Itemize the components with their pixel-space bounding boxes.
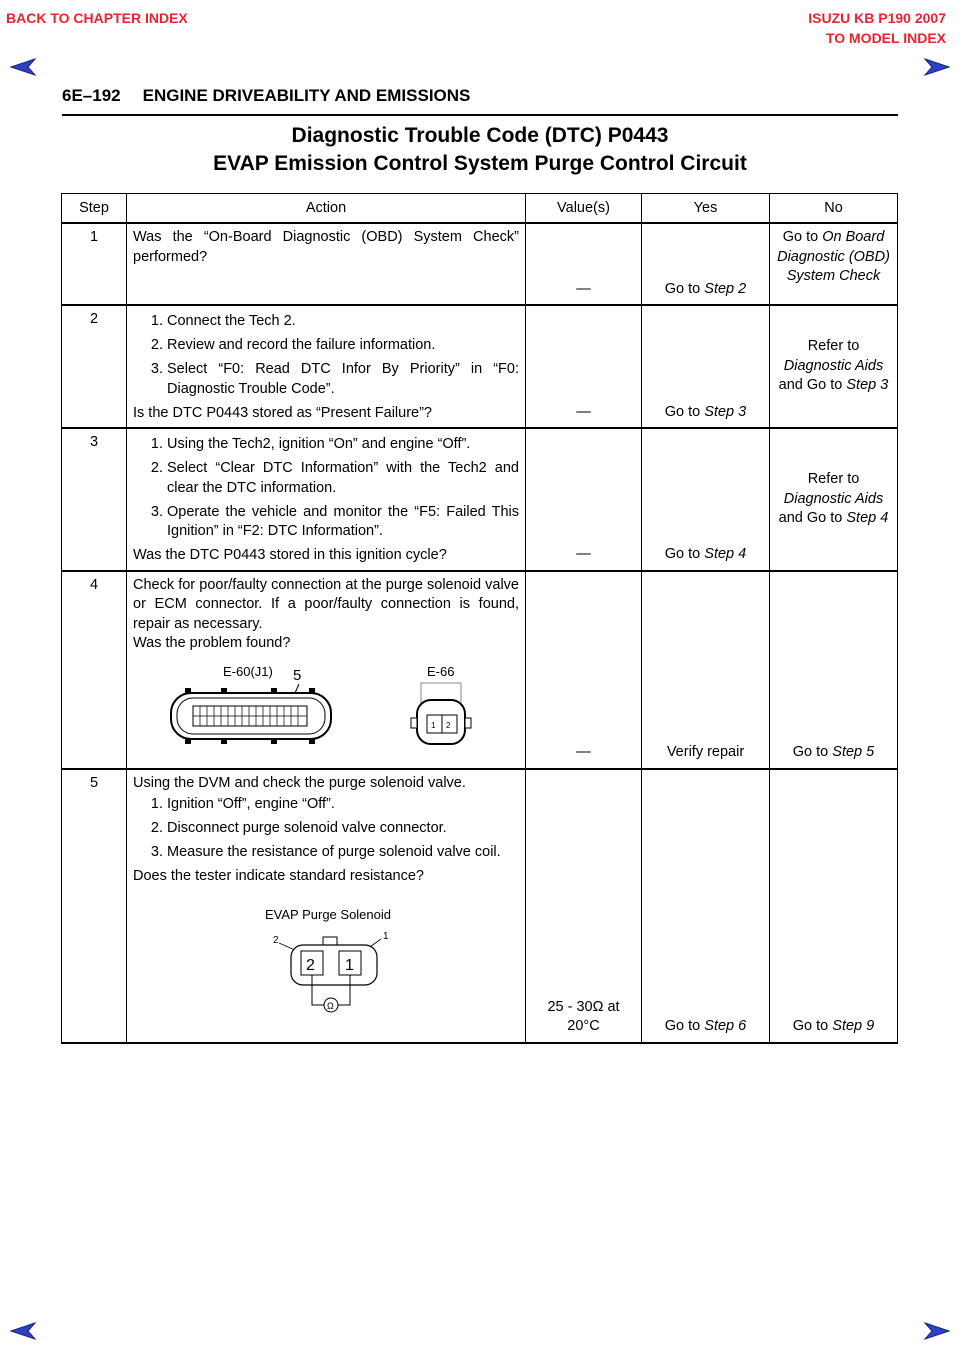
connector-e60-label: E-60(J1) <box>223 663 273 679</box>
action-text: Check for poor/faulty connection at the purge solenoid valve or ECM connector. If a poor/faulty connection is found, repair as necessary. <box>133 576 519 632</box>
back-to-chapter-index-link[interactable]: BACK TO CHAPTER INDEX <box>6 10 188 26</box>
connector-e66-label: E-66 <box>427 663 455 679</box>
no-cell <box>770 571 898 769</box>
ohm-symbol: Ω <box>327 1000 334 1011</box>
action-text: Was the “On-Board Diagnostic (OBD) System Check” performed? <box>133 229 519 265</box>
value-cell: 25 - 30Ω at 20°C <box>526 769 642 1043</box>
header-divider <box>62 114 898 116</box>
no-step-link[interactable]: Step 4 <box>846 510 889 526</box>
no-prefix: Refer to <box>807 338 860 355</box>
next-page-arrow-icon[interactable] <box>924 1322 950 1340</box>
procedure-list <box>133 435 519 542</box>
step-number: 1 <box>62 223 127 305</box>
list-item: 3. Select “F0: Read DTC Infor By Priority” in “F0: Diagnostic Trouble Code”. <box>167 360 519 399</box>
section-title: ENGINE DRIVEABILITY AND EMISSIONS <box>142 86 471 105</box>
e66-pin-1: 1 <box>431 720 436 730</box>
no-prefix: Go to <box>792 1018 833 1034</box>
step-number: 4 <box>62 571 127 769</box>
yes-cell <box>642 428 770 571</box>
e66-pin-2: 2 <box>446 720 451 730</box>
yes-step-link[interactable]: Step 4 <box>704 546 747 562</box>
action-cell <box>127 305 526 428</box>
terminal-2: 2 <box>306 956 315 974</box>
model-title: ISUZU KB P190 2007 <box>808 10 946 26</box>
page-header <box>62 86 470 106</box>
title-line-2: EVAP Emission Control System Purge Control Circuit <box>213 152 747 175</box>
terminal-1: 1 <box>345 956 354 974</box>
no-cell <box>770 428 898 571</box>
value-cell: — <box>526 428 642 571</box>
column-header-yes: Yes <box>642 194 770 224</box>
pin-callout-label: 5 <box>293 666 302 684</box>
yes-cell <box>642 769 770 1043</box>
action-cell <box>127 769 526 1043</box>
pin-label-1: 1 <box>383 930 389 942</box>
column-header-no: No <box>770 194 898 224</box>
page-number: 6E–192 <box>62 86 121 105</box>
column-header-values: Value(s) <box>526 194 642 224</box>
yes-cell: Verify repair <box>642 571 770 769</box>
no-cell <box>770 223 898 305</box>
document-title <box>62 122 898 178</box>
next-page-arrow-icon[interactable] <box>924 58 950 76</box>
question-text: Does the tester indicate standard resistance? <box>133 868 424 884</box>
table-row <box>62 223 898 305</box>
previous-page-arrow-icon[interactable] <box>10 58 36 76</box>
procedure-list <box>133 312 519 399</box>
action-cell <box>127 571 526 769</box>
question-text: Is the DTC P0443 stored as “Present Failure”? <box>133 404 432 421</box>
yes-step-link[interactable]: Step 2 <box>704 280 747 297</box>
table-row <box>62 428 898 571</box>
step-number: 2 <box>62 305 127 428</box>
list-item: 1. Connect the Tech 2. <box>167 312 519 332</box>
table-row <box>62 571 898 769</box>
ecm-connector-e60 <box>171 688 331 744</box>
yes-step-link[interactable]: Step 3 <box>704 403 747 420</box>
table-row <box>62 769 898 1043</box>
yes-cell <box>642 305 770 428</box>
no-step-link[interactable]: Step 5 <box>832 744 875 760</box>
question-text: Was the problem found? <box>133 635 291 651</box>
to-model-index-link[interactable]: TO MODEL INDEX <box>825 30 946 46</box>
table-row <box>62 305 898 428</box>
no-prefix: Go to <box>792 744 833 760</box>
no-cell <box>770 305 898 428</box>
list-item: 1. Ignition “Off”, engine “Off”. <box>167 795 519 815</box>
no-reference-link[interactable]: Diagnostic Aids <box>783 490 884 507</box>
column-header-action: Action <box>127 194 526 224</box>
pin-label-2: 2 <box>273 934 279 946</box>
list-item: 3. Measure the resistance of purge solenoid valve coil. <box>167 843 519 863</box>
solenoid-connector <box>291 937 377 985</box>
title-line-1: Diagnostic Trouble Code (DTC) P0443 <box>291 124 669 147</box>
action-text: Using the DVM and check the purge solenoid valve. <box>133 774 466 791</box>
yes-cell <box>642 223 770 305</box>
solenoid-resistance-diagram <box>133 893 513 1017</box>
value-cell: — <box>526 223 642 305</box>
no-mid-text: and Go to <box>778 377 847 394</box>
no-cell <box>770 769 898 1043</box>
column-header-step: Step <box>62 194 127 224</box>
no-mid-text: and Go to <box>778 510 847 526</box>
previous-page-arrow-icon[interactable] <box>10 1322 36 1340</box>
action-cell <box>127 223 526 305</box>
evap-purge-solenoid-label: EVAP Purge Solenoid <box>265 906 391 922</box>
value-cell: — <box>526 305 642 428</box>
step-number: 5 <box>62 769 127 1043</box>
no-step-link[interactable]: Step 9 <box>832 1018 875 1034</box>
no-step-link[interactable]: Step 3 <box>846 377 889 394</box>
list-item: 2. Select “Clear DTC Information” with the Tech2 and clear the DTC information. <box>167 459 519 498</box>
diagnostic-table <box>61 193 898 1044</box>
yes-prefix: Go to <box>664 546 705 562</box>
list-item: 1. Using the Tech2, ignition “On” and engine “Off”. <box>167 435 519 455</box>
value-cell: — <box>526 571 642 769</box>
yes-prefix: Go to <box>664 280 705 297</box>
connector-diagram <box>133 660 513 764</box>
list-item: 3. Operate the vehicle and monitor the “F5: Failed This Ignition” in “F2: DTC Information”. <box>167 503 519 542</box>
step-number: 3 <box>62 428 127 571</box>
no-reference-link[interactable]: On Board Diagnostic (OBD) System Check <box>777 229 890 284</box>
question-text: Was the DTC P0443 stored in this ignition cycle? <box>133 547 447 563</box>
action-cell <box>127 428 526 571</box>
procedure-list <box>133 795 519 863</box>
yes-step-link[interactable]: Step 6 <box>704 1018 747 1034</box>
list-item: 2. Review and record the failure information. <box>167 336 519 356</box>
no-prefix: Go to <box>782 229 823 245</box>
list-item: 2. Disconnect purge solenoid valve connector. <box>167 819 519 839</box>
table-header-row <box>62 194 898 224</box>
yes-prefix: Go to <box>664 403 705 420</box>
no-prefix: Refer to <box>807 471 860 487</box>
yes-prefix: Go to <box>664 1018 705 1034</box>
purge-solenoid-connector-e66 <box>411 683 471 744</box>
no-reference-link[interactable]: Diagnostic Aids <box>783 357 884 374</box>
